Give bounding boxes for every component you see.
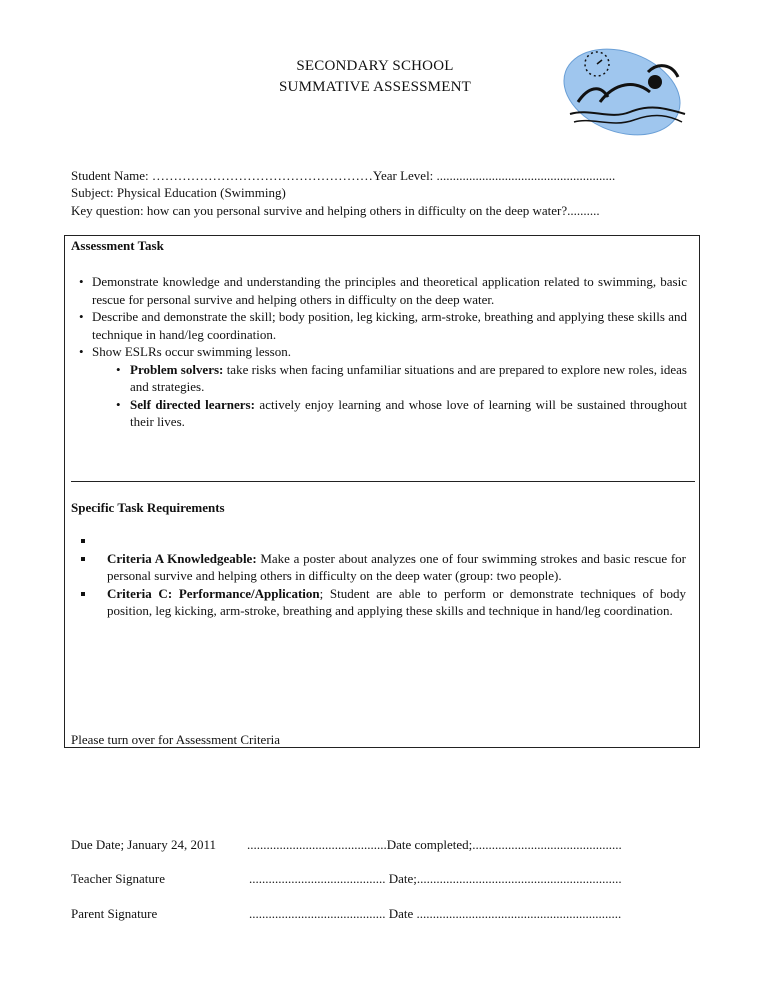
section-divider — [71, 481, 695, 482]
list-item — [79, 550, 686, 585]
list-item — [116, 396, 687, 431]
turn-over-note: Please turn over for Assessment Criteria — [71, 732, 281, 747]
requirements-list — [79, 532, 686, 620]
assessment-box — [64, 235, 700, 748]
due-date-label: Due Date; January 24, 2011 — [71, 837, 217, 852]
list-item — [79, 343, 687, 431]
student-name-line: Student Name: ……………………………………………Year Level: ....................................................... — [71, 168, 616, 183]
list-item: • Describe and demonstrate the skill; body position, leg kicking, arm-stroke, breathing and applying these skills and technique in hand/leg coordination. — [79, 308, 687, 343]
teacher-signature-field: .......................................... Date;............................................................... — [249, 871, 622, 886]
list-item — [116, 361, 687, 396]
eslr-list — [92, 361, 687, 431]
criteria-term: Criteria C: Performance/Application — [107, 585, 320, 601]
requirements-heading: Specific Task Requirements — [71, 500, 225, 515]
criteria-text: ; Student are able to perform or demonstrate techniques of body position, leg kicking, arm-stroke, breathing and applying these skills and technique in hand/leg coordination. — [107, 585, 686, 618]
assessment-task-list — [79, 273, 687, 431]
subject-line: Subject: Physical Education (Swimming) — [71, 185, 286, 200]
parent-signature-field: .......................................... Date ............................................................... — [249, 906, 622, 921]
teacher-signature-label: Teacher Signature — [71, 871, 166, 886]
eslr-text: actively enjoy learning and whose love of learning will be sustained throughout their lives. — [130, 396, 687, 429]
document-title-line2: SUMMATIVE ASSESSMENT — [279, 79, 471, 95]
list-item — [79, 585, 686, 620]
assessment-task-heading: Assessment Task — [71, 238, 164, 253]
eslr-term: Self directed learners: — [130, 396, 255, 412]
list-item: • Demonstrate knowledge and understanding the principles and theoretical application related to swimming, basic rescue for personal survive and helping others in difficulty on the deep water. — [79, 273, 687, 308]
parent-signature-label: Parent Signature — [71, 906, 158, 921]
swimmer-clipart-icon — [560, 42, 690, 142]
due-date-field: ...........................................Date completed;.............................................. — [247, 837, 622, 852]
list-item-text: Show ESLRs occur swimming lesson. — [92, 344, 291, 359]
list-item — [79, 532, 686, 550]
key-question-line: Key question: how can you personal survive and helping others in difficulty on the deep water?.......... — [71, 203, 600, 218]
eslr-term: Problem solvers: — [130, 361, 224, 377]
criteria-text: Make a poster about analyzes one of four swimming strokes and basic rescue for personal survive and helping others in difficulty on the deep water (group: two people). — [107, 550, 686, 583]
document-title-line1: SECONDARY SCHOOL — [296, 58, 454, 74]
eslr-text: take risks when facing unfamiliar situations and are prepared to explore new roles, ideas and strategies. — [130, 361, 687, 394]
criteria-term: Criteria A Knowledgeable: — [107, 550, 257, 566]
